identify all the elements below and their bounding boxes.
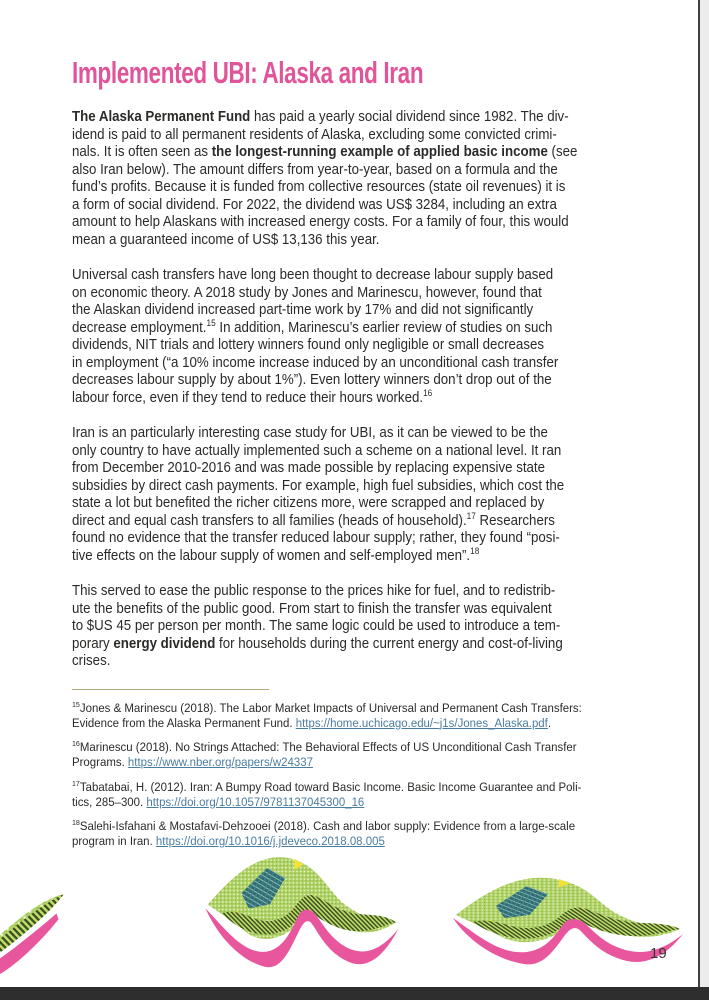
text-line	[72, 302, 667, 320]
text-line	[72, 232, 667, 250]
text-line	[72, 530, 667, 548]
footnote-reference-superscript: 18	[470, 545, 480, 556]
body-paragraph	[72, 267, 667, 407]
banknote-wave-tail-graphic	[0, 892, 66, 976]
bold-text-segment: energy dividend	[113, 635, 216, 652]
text-line	[72, 701, 667, 716]
text-segment: Salehi-Isfahani & Mostafavi-Dehzooei (2018). Cash and labor supply: Evidence from a large-scale	[79, 819, 576, 833]
text-segment: only country to have actually implemented such a scheme on a national level. It ran	[72, 442, 562, 459]
text-segment: labour force, even if they tend to reduce their hours worked.	[72, 389, 424, 406]
footnote-link[interactable]: https://home.uchicago.edu/~j1s/Jones_Alaska.pdf	[295, 715, 548, 730]
body-paragraph	[72, 425, 667, 565]
text-line	[72, 780, 667, 795]
text-segment: for households during the current energy and cost-of-living	[215, 635, 563, 652]
text-segment: .	[547, 715, 552, 730]
text-line	[72, 337, 667, 355]
text-segment: the Alaskan dividend increased part-time work by 17% and did not significantly	[72, 302, 534, 318]
text-segment: porary	[72, 635, 114, 652]
text-segment: in employment (“a 10% income increase induced by an unconditional cash transfer	[72, 354, 559, 371]
text-line	[72, 109, 667, 127]
text-segment: decrease employment.	[72, 319, 207, 336]
text-line	[72, 197, 667, 215]
text-segment: mean a guaranteed income of US$ 13,136 this year.	[72, 231, 380, 248]
text-line	[72, 636, 667, 654]
text-line	[72, 618, 667, 636]
text-segment: In addition, Marinescu’s earlier review of studies on such	[215, 319, 553, 336]
text-segment: state a lot but benefited the richer citizens more, were scrapped and replaced by	[72, 495, 545, 511]
text-line	[72, 162, 667, 180]
text-line	[72, 144, 667, 162]
text-segment: Iran is an particularly interesting case study for UBI, as it can be viewed to be the	[72, 425, 548, 441]
text-line	[72, 317, 667, 338]
body-paragraphs	[72, 109, 667, 671]
footnote-reference-superscript: 18	[72, 817, 80, 827]
text-segment: decreases labour supply by about 1%”). Even lottery winners don’t drop out of the	[72, 372, 552, 388]
text-segment: also Iran below). The amount differs from year-to-year, based on a formula and the	[72, 161, 558, 178]
page-edge-shadow-right	[698, 0, 709, 988]
text-line	[72, 716, 667, 731]
text-segment: has paid a yearly social dividend since 1982. The div-	[250, 109, 569, 125]
text-line	[72, 355, 667, 373]
text-line	[72, 740, 667, 755]
bold-text-segment: The Alaska Permanent Fund	[72, 109, 251, 125]
text-segment: subsidies by direct cash payments. For example, high fuel subsidies, which cost the	[72, 477, 565, 494]
footnote	[72, 819, 667, 849]
text-segment: amount to help Alaskans with increased energy costs. For a family of four, this would	[72, 214, 569, 230]
text-segment: (see	[547, 144, 578, 160]
footnote-separator	[72, 689, 269, 690]
footnote-reference-superscript: 17	[72, 778, 80, 788]
footnote-link[interactable]: https://doi.org/10.1057/9781137045300_16	[146, 794, 365, 809]
page-title: Implemented UBI: Alaska and Iran	[72, 55, 424, 90]
text-segment: Programs.	[72, 755, 128, 769]
text-segment: found no evidence that the transfer reduced labour supply; rather, they found “posi-	[72, 530, 560, 546]
text-column	[72, 56, 667, 859]
text-segment: idend is paid to all permanent residents of Alaska, excluding some convicted crimi-	[72, 126, 557, 143]
footnote-reference-superscript: 17	[466, 510, 476, 521]
text-line	[72, 460, 667, 478]
text-segment: ute the benefits of the public good. From start to finish the transfer was equivalent	[72, 600, 552, 617]
text-line	[72, 179, 667, 197]
text-line	[72, 387, 667, 408]
text-segment: dividends, NIT trials and lottery winners found only negligible or small decreases	[72, 337, 545, 353]
text-line	[72, 372, 667, 390]
footnote-link[interactable]: https://www.nber.org/papers/w24337	[127, 755, 313, 769]
text-line	[72, 583, 667, 601]
text-line	[72, 510, 667, 531]
text-segment: from December 2010-2016 and was made possible by replacing expensive state	[72, 460, 546, 476]
text-line	[72, 495, 667, 513]
text-segment: crises.	[72, 653, 111, 669]
text-line	[72, 601, 667, 619]
text-segment: tive effects on the labour supply of women and self-employed men”.	[72, 547, 471, 564]
text-segment: Evidence from the Alaska Permanent Fund.	[72, 715, 296, 730]
text-line	[72, 127, 667, 145]
text-segment: tics, 285–300.	[72, 794, 147, 809]
page-number: 19	[650, 945, 667, 962]
footnote	[72, 780, 667, 810]
text-line	[72, 819, 667, 834]
footnote	[72, 701, 667, 731]
text-line	[72, 834, 667, 849]
bold-text-segment: the longest-running example of applied basic income	[211, 144, 548, 160]
text-line	[72, 267, 667, 285]
text-line	[72, 755, 667, 770]
text-segment: Marinescu (2018). No Strings Attached: The Behavioral Effects of US Unconditional Cash Transfer	[79, 740, 577, 754]
footnote-link[interactable]: https://doi.org/10.1016/j.jdeveco.2018.08.005	[155, 834, 385, 848]
footnote-reference-superscript: 16	[72, 738, 80, 748]
footnote	[72, 740, 667, 770]
text-line	[72, 425, 667, 443]
text-segment: program in Iran.	[72, 834, 156, 848]
banknote-wave-graphic	[203, 855, 401, 982]
text-segment: fund’s profits. Because it is funded from collective resources (state oil revenues) it is	[72, 179, 566, 195]
text-line	[72, 545, 667, 566]
body-paragraph	[72, 109, 667, 249]
text-segment: Universal cash transfers have long been thought to decrease labour supply based	[72, 267, 554, 283]
text-segment: direct and equal cash transfers to all families (heads of household).	[72, 512, 467, 529]
text-segment: to $US 45 per person per month. The same logic could be used to introduce a tem-	[72, 618, 561, 634]
text-line	[72, 478, 667, 496]
footnote-reference-superscript: 16	[423, 387, 433, 398]
text-line	[72, 285, 667, 303]
text-segment: Tabatabai, H. (2012). Iran: A Bumpy Road toward Basic Income. Basic Income Guarantee and Poli-	[79, 779, 582, 794]
text-segment: This served to ease the public response to the prices hike for fuel, and to redistrib-	[72, 583, 556, 599]
text-line	[72, 214, 667, 232]
text-segment: a form of social dividend. For 2022, the dividend was US$ 3284, including an extra	[72, 196, 557, 213]
page-edge-shadow-bottom	[0, 987, 709, 1000]
text-segment: Researchers	[475, 512, 555, 529]
text-segment: nals. It is often seen as	[72, 144, 212, 160]
text-line	[72, 443, 667, 461]
text-line	[72, 795, 667, 810]
text-segment: Jones & Marinescu (2018). The Labor Market Impacts of Universal and Permanent Cash Transfers:	[79, 700, 582, 715]
footnote-reference-superscript: 15	[72, 699, 80, 709]
text-segment: on economic theory. A 2018 study by Jones and Marinescu, however, found that	[72, 284, 542, 301]
body-paragraph	[72, 583, 667, 671]
footnotes	[72, 701, 667, 850]
footnote-reference-superscript: 15	[206, 317, 216, 328]
text-line	[72, 653, 667, 671]
